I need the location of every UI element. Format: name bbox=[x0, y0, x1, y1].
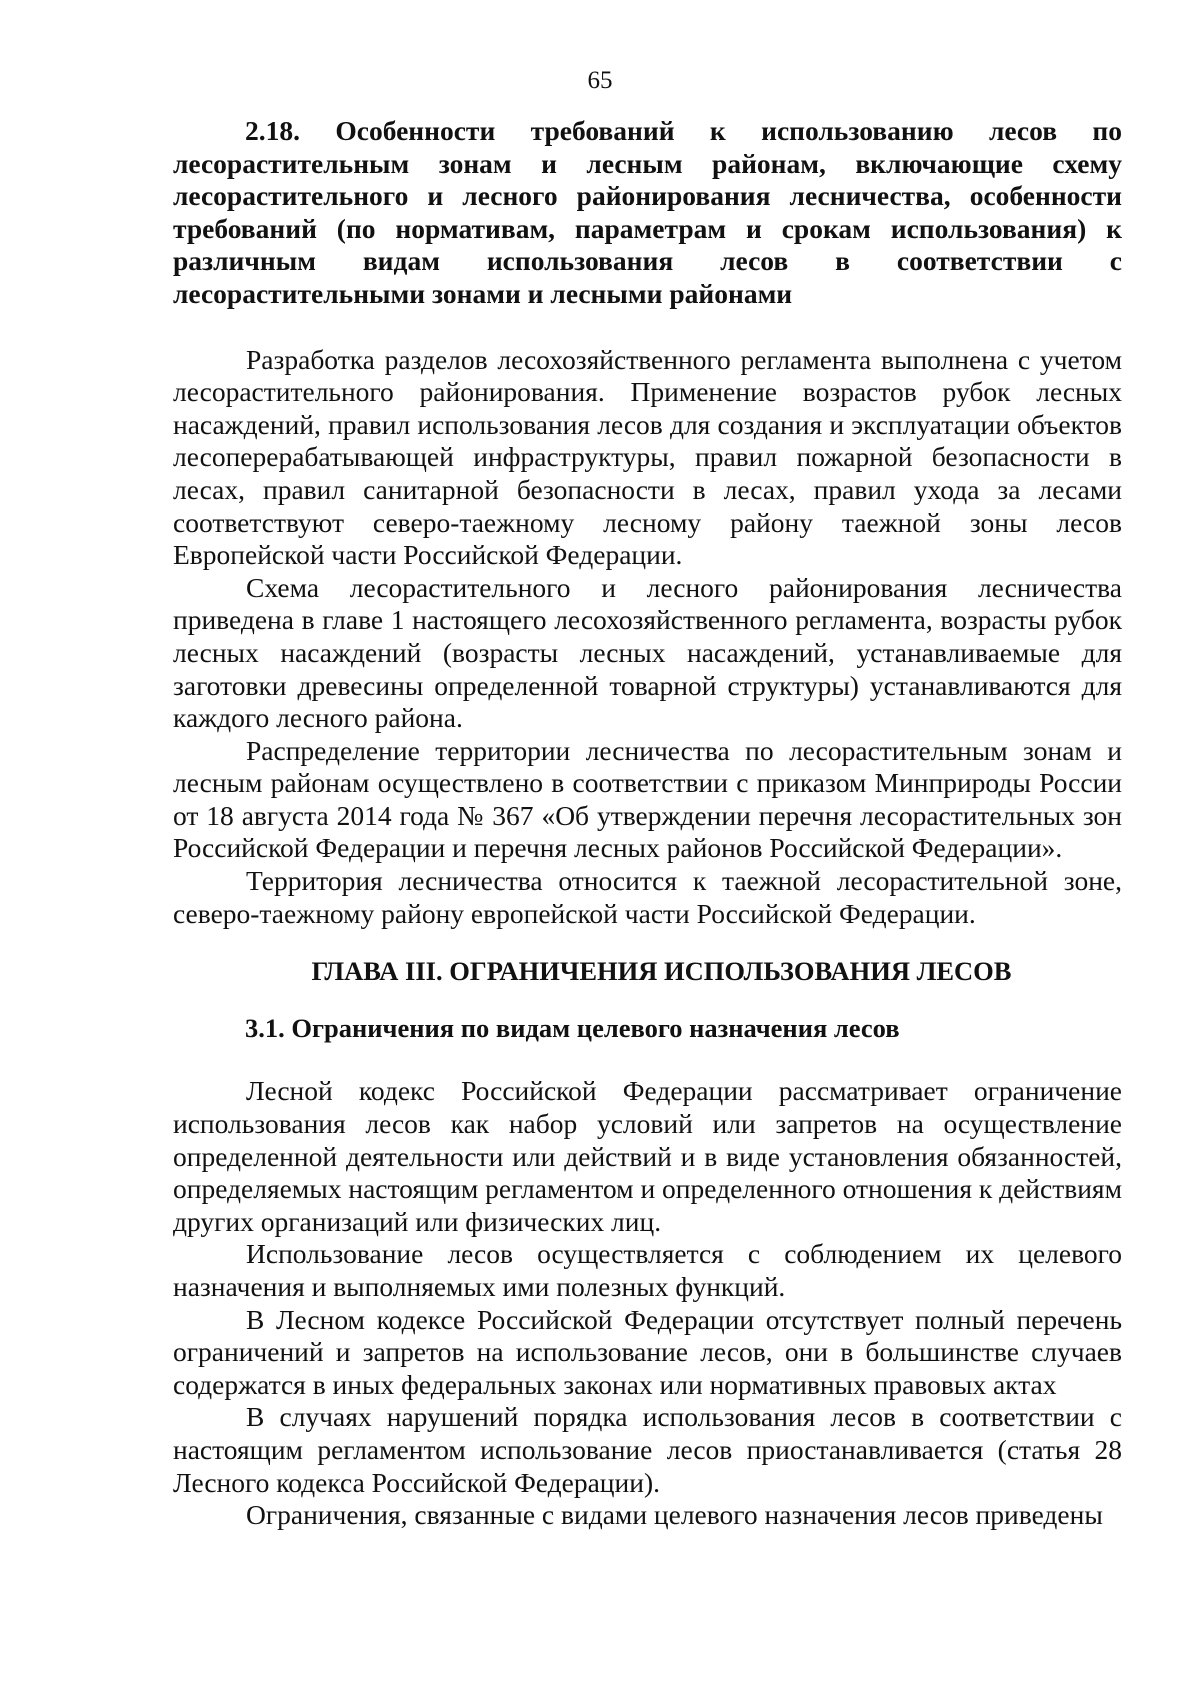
paragraph: В случаях нарушений порядка использования лесов в соответствии с настоящим регламентом использование лесов приостанавливается (статья 28 Лесного кодекса Российской Федерации). bbox=[173, 1401, 1122, 1498]
subsection-title: 3.1. Ограничения по видам целевого назначения лесов bbox=[245, 1012, 900, 1043]
paragraph: Использование лесов осуществляется с соблюдением их целевого назначения и выполняемых ими полезных функций. bbox=[173, 1238, 1122, 1302]
paragraph: Схема лесорастительного и лесного районирования лесничества приведена в главе 1 настоящего лесохозяйственного регламента, возрасты рубок лесных насаждений (возрасты лесных насаждений, устанавливаемые для заготовки древесины определенной товарной структуры) устанавливаются для каждого лесного района. bbox=[173, 571, 1122, 734]
paragraph: В Лесном кодексе Российской Федерации отсутствует полный перечень ограничений и запретов на использование лесов, они в большинстве случаев содержатся в иных федеральных законах или нормативных правовых актах bbox=[173, 1303, 1122, 1400]
paragraph: Разработка разделов лесохозяйственного регламента выполнена с учетом лесорастительного районирования. Применение возрастов рубок лесных насаждений, правил использования лесов для создания и эксплуатации объектов лесоперерабатывающей инфраструктуры, правил пожарной безопасности в лесах, правил санитарной безопасности в лесах, правил ухода за лесами соответствуют северо-таежному лесному району таежной зоны лесов Европейской части Российской Федерации. bbox=[173, 343, 1122, 571]
paragraph: Лесной кодекс Российской Федерации рассматривает ограничение использования лесов как набор условий или запретов на осуществление определенной деятельности или действий и в виде установления обязанностей, определяемых настоящим регламентом и определенного отношения к действиям других организаций или физических лиц. bbox=[173, 1075, 1122, 1237]
page-number: 65 bbox=[587, 67, 613, 94]
chapter-title: ГЛАВА III. ОГРАНИЧЕНИЯ ИСПОЛЬЗОВАНИЯ ЛЕСОВ bbox=[311, 956, 1012, 987]
section-heading: 2.18. Особенности требований к использованию лесов по лесорастительным зонам и лесным районам, включающие схему лесорастительного и лесного районирования лесничества, особенности требований (по нормативам, параметрам и срокам использования) к различным видам использования лесов в соответствии с лесорастительными зонами и лесными районами bbox=[173, 115, 1122, 309]
paragraph: Территория лесничества относится к таежной лесорастительной зоне, северо-таежному району европейской части Российской Федерации. bbox=[173, 865, 1122, 929]
paragraph: Распределение территории лесничества по лесорастительным зонам и лесным районам осуществлено в соответствии с приказом Минприроды России от 18 августа 2014 года № 367 «Об утверждении перечня лесорастительных зон Российской Федерации и перечня лесных районов Российской Федерации». bbox=[173, 734, 1122, 864]
paragraph: Ограничения, связанные с видами целевого назначения лесов приведены bbox=[246, 1499, 1103, 1531]
page-content bbox=[173, 115, 1122, 1532]
chapter-body bbox=[173, 1075, 1122, 1531]
section-body bbox=[173, 344, 1122, 931]
